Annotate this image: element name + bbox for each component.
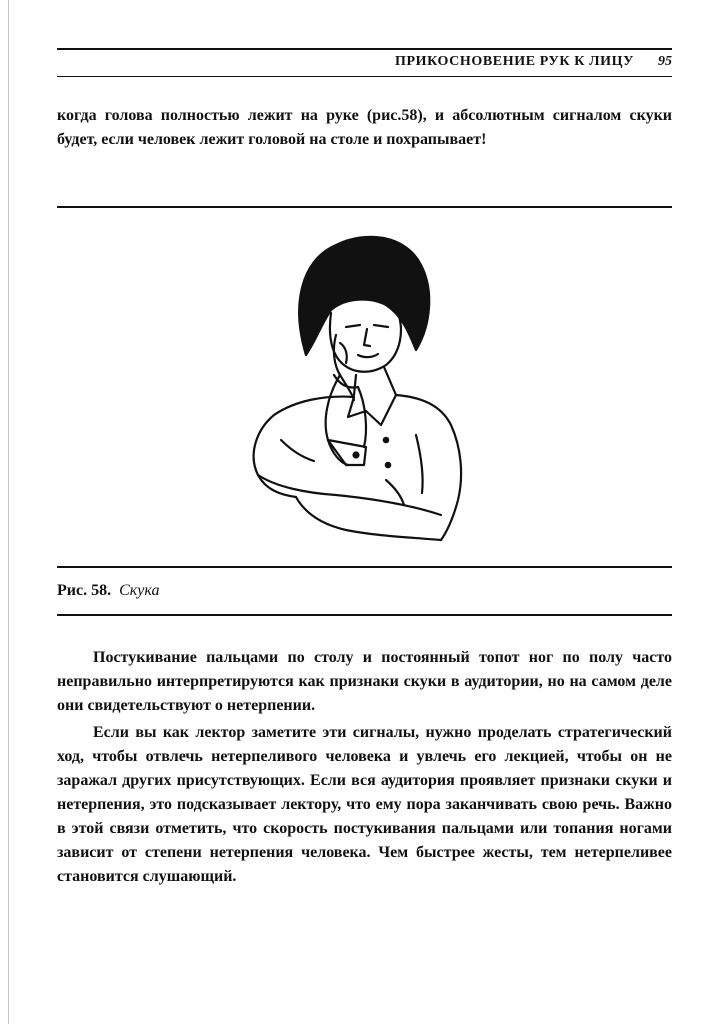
- running-head-title: ПРИКОСНОВЕНИЕ РУК К ЛИЦУ: [394, 54, 634, 69]
- bored-man-illustration: [236, 225, 486, 545]
- page-number: 95: [658, 54, 672, 69]
- header-rule-top: [57, 48, 672, 50]
- figure-rule-top: [57, 206, 672, 208]
- figure-caption: [57, 580, 159, 602]
- body-paragraph-top: когда голова полностью лежит на руке (рис.58), и абсолютным сигналом скуки будет, если человек лежит головой на столе и похрапывает!: [57, 107, 672, 148]
- running-head: [57, 54, 672, 74]
- header-rule-bottom: [57, 76, 672, 77]
- caption-rule-bottom: [57, 614, 672, 616]
- page-edge: [8, 0, 9, 1024]
- caption-rule-top: [57, 566, 672, 568]
- body-paragraph-2: Если вы как лектор заметите эти сигналы, нужно проделать стратегический ход, чтобы отвлечь нетерпеливого человека и увлечь его лекцией, чтобы он не заражал других присутствующих. Если вся аудитория проявляет признаки скуки и нетерпения, это подсказывает лектору, что ему пора заканчивать свою речь. Важно в этой связи отметить, что скорость постукивания пальцами или топания ногами зависит от степени нетерпения человека. Чем быстрее жесты, тем нетерпеливее становится слушающий.: [57, 724, 672, 885]
- figure-caption-title: Скука: [119, 582, 160, 599]
- figure-caption-number: Рис. 58.: [57, 582, 112, 599]
- body-paragraph-1: Постукивание пальцами по столу и постоянный топот ног по полу часто неправильно интерпретируются как признаки скуки в аудитории, но на самом деле они свидетельствуют о нетерпении.: [57, 649, 672, 714]
